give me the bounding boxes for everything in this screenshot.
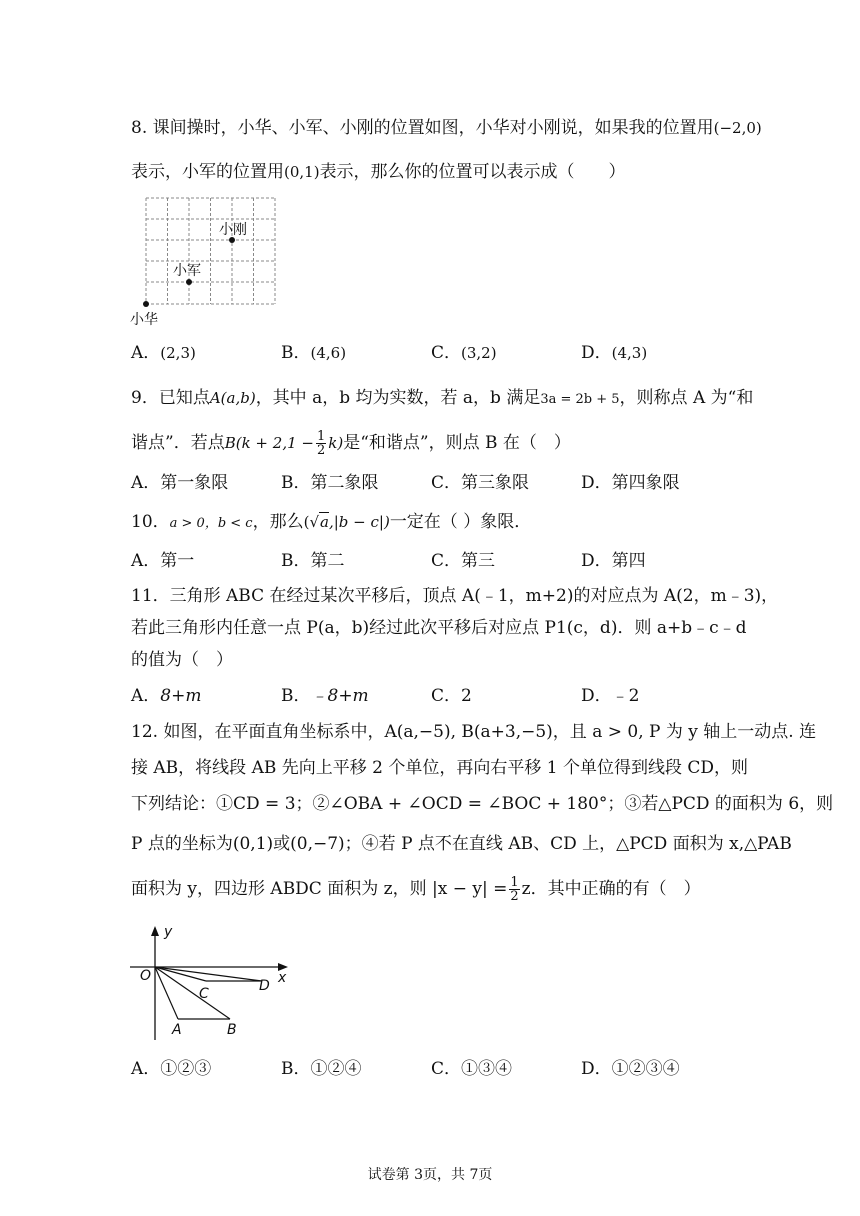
- q9-option-c[interactable]: C．第三象限: [431, 473, 530, 493]
- label-a: A: [172, 1022, 182, 1038]
- q8-option-a[interactable]: A．(2,3): [131, 343, 196, 363]
- y-axis-arrow: [151, 926, 159, 936]
- q8-grid-figure: [128, 194, 288, 334]
- q9-equation: 3a = 2b + 5: [540, 392, 620, 407]
- point-hua: [143, 301, 149, 307]
- q10-option-c[interactable]: C．第三: [431, 551, 496, 571]
- q8-option-d[interactable]: D．(4,3): [581, 343, 648, 363]
- q9-fraction: $\frac{1}{2}$: [316, 429, 326, 458]
- label-gang: 小刚: [219, 222, 247, 238]
- q12-line2: 接 AB，将线段 AB 先向上平移 2 个单位，再向右平移 1 个单位得到线段 CD，则: [131, 758, 749, 778]
- q9-point-a: A(a,b): [209, 389, 256, 407]
- q9-option-d[interactable]: D．第四象限: [581, 473, 680, 493]
- q10-option-d[interactable]: D．第四: [581, 551, 646, 571]
- label-x: x: [278, 970, 287, 986]
- q11-line1: 11．三角形 ABC 在经过某次平移后，顶点 A(﹣1，m+2)的对应点为 A(2，m﹣3)，: [131, 586, 779, 606]
- q11-option-c[interactable]: C．2: [431, 686, 472, 706]
- q10-line: 10．a > 0，b < c，那么(√a,|b − c|)一定在（ ）象限．: [131, 512, 532, 532]
- q8-text2a: 表示，小军的位置用: [131, 162, 284, 182]
- q12-coordinate-figure: [126, 922, 296, 1044]
- q9-option-a[interactable]: A．第一象限: [131, 473, 229, 493]
- q10-condition: a > 0，b < c: [169, 516, 253, 531]
- q8-text2b: 表示，那么你的位置可以表示成（ ）: [319, 162, 626, 182]
- q11-option-d[interactable]: D．﹣2: [581, 686, 640, 706]
- q10-expression: ,|b − c|): [328, 513, 390, 531]
- q10-option-a[interactable]: A．第一: [131, 551, 195, 571]
- q8-line1: [131, 116, 762, 140]
- label-d: D: [259, 978, 270, 994]
- page-footer: 试卷第 3页，共 7页: [367, 1167, 493, 1183]
- q12-fraction: $\frac{1}{2}$: [510, 875, 519, 904]
- q12-option-a[interactable]: A．①②③: [131, 1059, 212, 1079]
- q12-line5: 面积为 y，四边形 ABDC 面积为 z，则 |x − y| = $\frac{1}{2}$ z．其中正确的有（ ）: [131, 875, 701, 904]
- q9-option-b[interactable]: B．第二象限: [281, 473, 379, 493]
- label-b: B: [227, 1022, 237, 1038]
- q8-coord2: (0,1): [284, 163, 320, 181]
- q8-text1: 8. 课间操时，小华、小军、小刚的位置如图，小华对小刚说，如果我的位置用: [131, 118, 714, 138]
- q10-sqrt: a: [320, 513, 329, 531]
- label-o: O: [140, 968, 152, 984]
- q8-line2: [131, 160, 626, 184]
- q9-line2: 谐点”．若点B(k + 2,1 − $\frac{1}{2}$ k)是“和谐点”，则点 B 在（ ）: [131, 429, 571, 458]
- label-hua: 小华: [130, 312, 158, 328]
- q9-point-b-post: k): [328, 434, 344, 452]
- label-c: C: [199, 986, 209, 1002]
- q12-line3: 下列结论：①CD = 3；②∠OBA + ∠OCD = ∠BOC + 180°；③若△PCD 的面积为 6，则: [131, 794, 834, 814]
- q10-option-b[interactable]: B．第二: [281, 551, 345, 571]
- q11-option-b[interactable]: B．﹣8+m: [281, 686, 369, 706]
- q9-line1: 9．已知点A(a,b)，其中 a，b 均为实数，若 a，b 满足3a = 2b + 5，则称点 A 为“和: [131, 388, 754, 408]
- q12-option-d[interactable]: D．①②③④: [581, 1059, 680, 1079]
- q9-point-b-pre: B(k + 2,1 −: [224, 434, 314, 452]
- q12-line1: 12. 如图，在平面直角坐标系中，A(a,−5), B(a+3,−5)，且 a > 0, P 为 y 轴上一动点. 连: [131, 722, 817, 742]
- q12-option-c[interactable]: C．①③④: [431, 1059, 513, 1079]
- q11-option-a[interactable]: A．8+m: [131, 686, 202, 706]
- q11-line3: 的值为（ ）: [131, 650, 233, 670]
- label-y: y: [164, 924, 173, 940]
- label-jun: 小军: [173, 263, 201, 279]
- point-jun: [186, 279, 192, 285]
- q12-line4: P 点的坐标为(0,1)或(0,−7)；④若 P 点不在直线 AB、CD 上，△PCD 面积为 x,△PAB: [131, 834, 792, 854]
- q8-option-c[interactable]: C．(3,2): [431, 343, 497, 363]
- q12-option-b[interactable]: B．①②④: [281, 1059, 362, 1079]
- q8-coord1: (−2,0): [713, 119, 762, 137]
- q11-line2: 若此三角形内任意一点 P(a，b)经过此次平移后对应点 P1(c，d)．则 a+b﹣c﹣d: [131, 618, 747, 638]
- q8-option-b[interactable]: B．(4,6): [281, 343, 347, 363]
